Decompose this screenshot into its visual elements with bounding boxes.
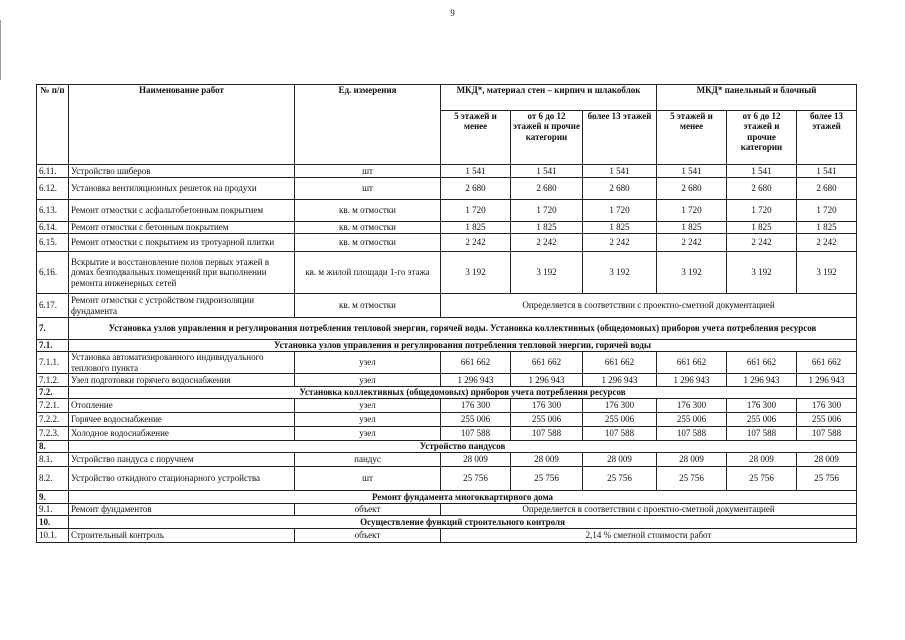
cost-value: 1 296 943 <box>511 374 583 387</box>
unit-of-measure: шт <box>295 165 441 178</box>
row-number: 6.13. <box>37 200 69 222</box>
work-name: Установка автоматизированного индивидуального теплового пункта <box>69 352 295 374</box>
works-cost-table <box>36 84 857 543</box>
row-number: 6.17. <box>37 294 69 318</box>
cost-value: 2 680 <box>797 178 857 200</box>
table-row <box>37 529 857 543</box>
cost-value: 1 296 943 <box>727 374 797 387</box>
cost-value: 2 242 <box>583 234 657 252</box>
table-row <box>37 453 857 467</box>
cost-value: 1 720 <box>583 200 657 222</box>
unit-of-measure: узел <box>295 399 441 413</box>
cost-value: 2 680 <box>583 178 657 200</box>
unit-of-measure: кв. м отмостки <box>295 294 441 318</box>
work-name: Устройство откидного стационарного устройства <box>69 467 295 491</box>
cost-value: 1 825 <box>511 222 583 234</box>
cost-value: 2 680 <box>727 178 797 200</box>
row-number: 6.16. <box>37 252 69 294</box>
cost-value: 176 300 <box>727 399 797 413</box>
header-work-name: Наименование работ <box>69 85 295 165</box>
unit-of-measure: шт <box>295 178 441 200</box>
work-name: Устройство шиберов <box>69 165 295 178</box>
cost-value: 3 192 <box>657 252 727 294</box>
row-number: 7.1.1. <box>37 352 69 374</box>
subheader-brick-13: более 13 этажей <box>583 111 657 165</box>
cost-value: 25 756 <box>441 467 511 491</box>
cost-value: 25 756 <box>797 467 857 491</box>
cost-value: 1 825 <box>657 222 727 234</box>
table-row <box>37 252 857 294</box>
section-row <box>37 491 857 504</box>
table-row <box>37 399 857 413</box>
table-row <box>37 427 857 441</box>
cost-value: 107 588 <box>441 427 511 441</box>
unit-of-measure: узел <box>295 413 441 427</box>
header-group-panel: МКД* панельный и блочный <box>657 85 857 111</box>
work-name: Установка вентиляционных решеток на продухи <box>69 178 295 200</box>
cost-value: 1 720 <box>657 200 727 222</box>
section-title: Установка узлов управления и регулирования потребления тепловой энергии, горячей воды. Установка коллективных (общедомовых) приборов учета потребления ресурсов <box>69 318 857 340</box>
subheader-panel-13: более 13 этажей <box>797 111 857 165</box>
cost-value: 3 192 <box>797 252 857 294</box>
unit-of-measure: объект <box>295 504 441 516</box>
cost-value: 3 192 <box>511 252 583 294</box>
unit-of-measure: кв. м отмостки <box>295 222 441 234</box>
cost-value: 1 720 <box>797 200 857 222</box>
work-name: Вскрытие и восстановление полов первых этажей в домах безподвальных помещений при выполнении ремонта инженерных сетей <box>69 252 295 294</box>
row-number: 7.2.1. <box>37 399 69 413</box>
work-name: Устройство пандуса с поручнем <box>69 453 295 467</box>
work-name: Ремонт отмостки с устройством гидроизоляции фундамента <box>69 294 295 318</box>
cost-value: 28 009 <box>583 453 657 467</box>
section-title: Ремонт фундамента многоквартирного дома <box>69 491 857 504</box>
cost-value: 1 541 <box>797 165 857 178</box>
section-row <box>37 441 857 453</box>
cost-value: 28 009 <box>657 453 727 467</box>
cost-value: 1 296 943 <box>583 374 657 387</box>
work-name: Горячее водоснабжение <box>69 413 295 427</box>
work-name: Ремонт отмостки с асфальтобетонным покрытием <box>69 200 295 222</box>
table-row <box>37 413 857 427</box>
cost-value: 255 006 <box>657 413 727 427</box>
section-title: Установка узлов управления и регулирования потребления тепловой энергии, горячей воды <box>69 340 857 352</box>
row-number: 7.2. <box>37 387 69 399</box>
cost-value: 1 541 <box>727 165 797 178</box>
table-row <box>37 294 857 318</box>
cost-value: 3 192 <box>727 252 797 294</box>
cost-value: 1 720 <box>511 200 583 222</box>
work-name: Узел подготовки горячего водоснабжения <box>69 374 295 387</box>
cost-value: 1 296 943 <box>657 374 727 387</box>
cost-value: 1 541 <box>657 165 727 178</box>
header-group-brick: МКД*, материал стен – кирпич и шлакоблок <box>441 85 657 111</box>
cost-value: 107 588 <box>727 427 797 441</box>
cost-value: 255 006 <box>583 413 657 427</box>
subheader-panel-5: 5 этажей и менее <box>657 111 727 165</box>
row-number: 7.2.2. <box>37 413 69 427</box>
cost-value: 255 006 <box>441 413 511 427</box>
cost-value: 28 009 <box>441 453 511 467</box>
cost-value: 255 006 <box>727 413 797 427</box>
subheader-brick-5: 5 этажей и менее <box>441 111 511 165</box>
cost-value: 1 825 <box>583 222 657 234</box>
work-name: Ремонт отмостки с бетонным покрытием <box>69 222 295 234</box>
cost-value: 176 300 <box>657 399 727 413</box>
cost-value: 1 541 <box>583 165 657 178</box>
header-unit: Ед. измерения <box>295 85 441 165</box>
cost-value: 176 300 <box>441 399 511 413</box>
row-number: 9.1. <box>37 504 69 516</box>
row-number: 7.1. <box>37 340 69 352</box>
row-number: 7. <box>37 318 69 340</box>
cost-value: 1 825 <box>727 222 797 234</box>
row-number: 6.11. <box>37 165 69 178</box>
cost-note: Определяется в соответствии с проектно-сметной документацией <box>441 294 857 318</box>
cost-value: 176 300 <box>583 399 657 413</box>
row-number: 7.1.2. <box>37 374 69 387</box>
unit-of-measure: кв. м жилой площади 1-го этажа <box>295 252 441 294</box>
table-row <box>37 165 857 178</box>
table-row <box>37 200 857 222</box>
row-number: 8.1. <box>37 453 69 467</box>
cost-value: 107 588 <box>511 427 583 441</box>
cost-value: 107 588 <box>657 427 727 441</box>
cost-value: 1 720 <box>441 200 511 222</box>
row-number: 6.14. <box>37 222 69 234</box>
cost-value: 25 756 <box>657 467 727 491</box>
cost-value: 2 680 <box>657 178 727 200</box>
cost-value: 28 009 <box>511 453 583 467</box>
cost-value: 2 242 <box>511 234 583 252</box>
cost-value: 25 756 <box>511 467 583 491</box>
table-row <box>37 504 857 516</box>
row-number: 7.2.3. <box>37 427 69 441</box>
section-title: Установка коллективных (общедомовых) приборов учета потребления ресурсов <box>69 387 857 399</box>
row-number: 6.12. <box>37 178 69 200</box>
cost-value: 28 009 <box>797 453 857 467</box>
cost-value: 107 588 <box>797 427 857 441</box>
table-row <box>37 467 857 491</box>
unit-of-measure: шт <box>295 467 441 491</box>
unit-of-measure: узел <box>295 352 441 374</box>
cost-value: 1 825 <box>797 222 857 234</box>
cost-value: 255 006 <box>511 413 583 427</box>
unit-of-measure: кв. м отмостки <box>295 200 441 222</box>
table-row <box>37 178 857 200</box>
cost-value: 28 009 <box>727 453 797 467</box>
subheader-panel-6-12: от 6 до 12 этажей и прочие категории <box>727 111 797 165</box>
section-row <box>37 318 857 340</box>
work-name: Ремонт фундаментов <box>69 504 295 516</box>
row-number: 8.2. <box>37 467 69 491</box>
cost-value: 3 192 <box>441 252 511 294</box>
work-name: Ремонт отмостки с покрытием из тротуарной плитки <box>69 234 295 252</box>
cost-value: 25 756 <box>583 467 657 491</box>
unit-of-measure: объект <box>295 529 441 543</box>
unit-of-measure: узел <box>295 374 441 387</box>
work-name: Строительный контроль <box>69 529 295 543</box>
unit-of-measure: пандус <box>295 453 441 467</box>
cost-value: 176 300 <box>797 399 857 413</box>
cost-value: 661 662 <box>727 352 797 374</box>
cost-value: 1 296 943 <box>441 374 511 387</box>
cost-value: 2 242 <box>441 234 511 252</box>
unit-of-measure: узел <box>295 427 441 441</box>
cost-value: 2 242 <box>657 234 727 252</box>
header-number: № п/п <box>37 85 69 165</box>
cost-note: 2,14 % сметной стоимости работ <box>441 529 857 543</box>
row-number: 9. <box>37 491 69 504</box>
cost-value: 661 662 <box>797 352 857 374</box>
cost-value: 1 541 <box>511 165 583 178</box>
cost-value: 2 680 <box>441 178 511 200</box>
cost-value: 661 662 <box>657 352 727 374</box>
table-row <box>37 234 857 252</box>
cost-value: 2 242 <box>797 234 857 252</box>
cost-value: 1 720 <box>727 200 797 222</box>
cost-value: 661 662 <box>511 352 583 374</box>
section-title: Устройство пандусов <box>69 441 857 453</box>
row-number: 10. <box>37 516 69 529</box>
row-number: 8. <box>37 441 69 453</box>
cost-value: 1 825 <box>441 222 511 234</box>
section-row <box>37 516 857 529</box>
section-row <box>37 340 857 352</box>
work-name: Отопление <box>69 399 295 413</box>
subheader-brick-6-12: от 6 до 12 этажей и прочие категории <box>511 111 583 165</box>
cost-value: 176 300 <box>511 399 583 413</box>
cost-value: 2 680 <box>511 178 583 200</box>
cost-note: Определяется в соответствии с проектно-сметной документацией <box>441 504 857 516</box>
cost-value: 2 242 <box>727 234 797 252</box>
page-edge-rule <box>0 20 1 80</box>
cost-value: 1 541 <box>441 165 511 178</box>
unit-of-measure: кв. м отмостки <box>295 234 441 252</box>
cost-value: 1 296 943 <box>797 374 857 387</box>
cost-value: 3 192 <box>583 252 657 294</box>
cost-value: 661 662 <box>583 352 657 374</box>
cost-value: 107 588 <box>583 427 657 441</box>
cost-value: 255 006 <box>797 413 857 427</box>
cost-value: 25 756 <box>727 467 797 491</box>
table-row <box>37 374 857 387</box>
section-row <box>37 387 857 399</box>
section-title: Осуществление функций строительного контроля <box>69 516 857 529</box>
table-row <box>37 352 857 374</box>
cost-value: 661 662 <box>441 352 511 374</box>
work-name: Холодное водоснабжение <box>69 427 295 441</box>
table-row <box>37 222 857 234</box>
page-number: 9 <box>450 8 455 18</box>
row-number: 6.15. <box>37 234 69 252</box>
row-number: 10.1. <box>37 529 69 543</box>
